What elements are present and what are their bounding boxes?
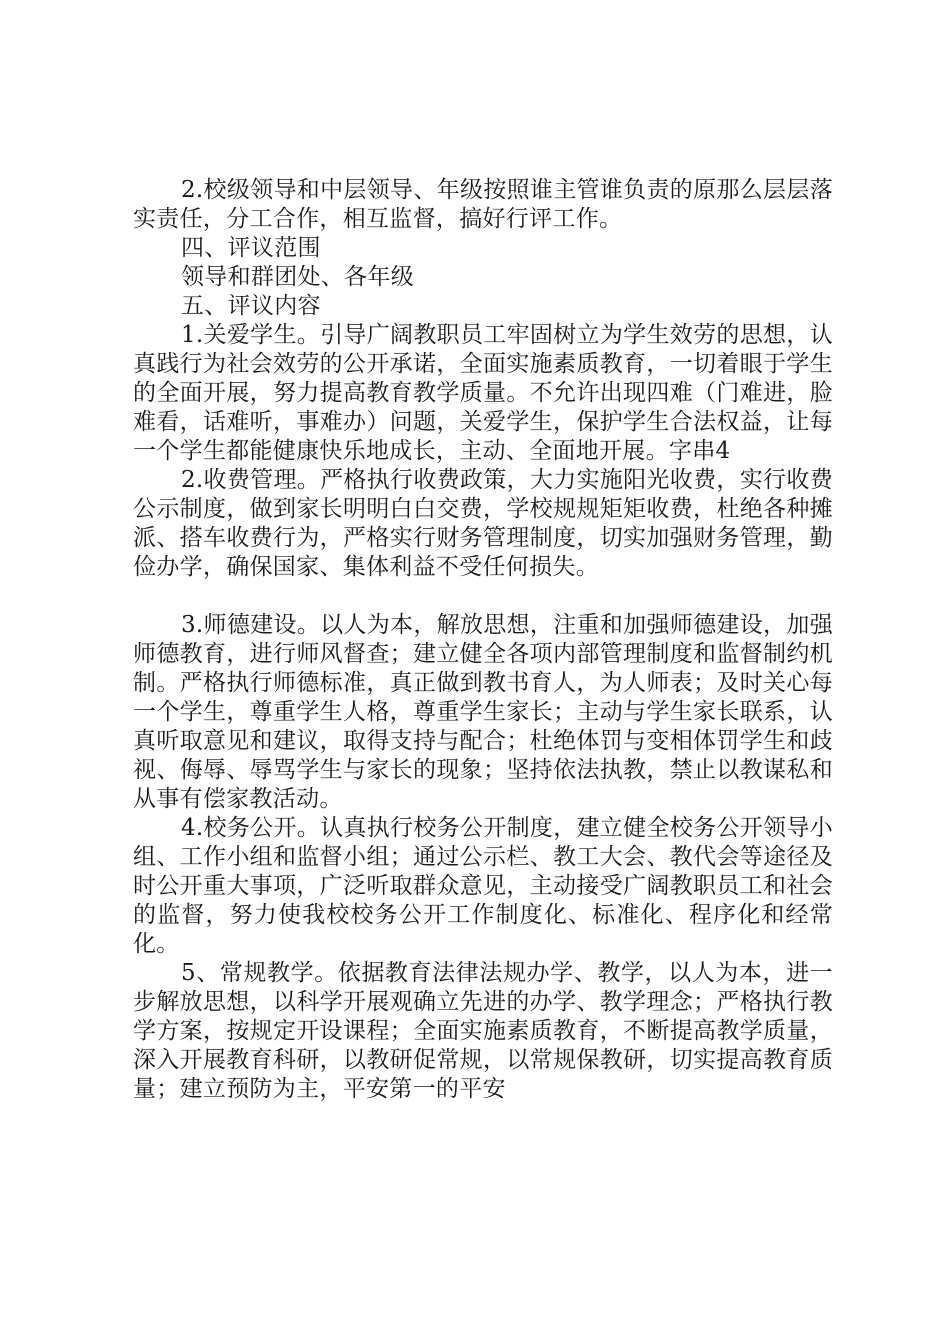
paragraph-school-affairs: 4.校务公开。认真执行校务公开制度，建立健全校务公开领导小组、工作小组和监督小组；通过公示栏、教工大会、教代会等途径及时公开重大事项，广泛听取群众意见，主动接受广阔教职员工和社会的监督，努力使我校校务公开工作制度化、标准化、程序化和经常化。: [133, 815, 833, 957]
document-body: [133, 176, 833, 1104]
heading-evaluation-content: 五、评议内容: [181, 293, 321, 319]
paragraph-scope: 领导和群团处、各年级: [181, 264, 414, 290]
paragraph-care-students: 1.关爱学生。引导广阔教职员工牢固树立为学生效劳的思想，认真践行为社会效劳的公开承诺，全面实施素质教育，一切着眼于学生的全面开展，努力提高教育教学质量。不允许出现四难（门难进，脸难看，话难听，事难办）问题，关爱学生，保护学生合法权益，让每一个学生都能健康快乐地成长，主动、全面地开展。字串4: [133, 322, 833, 464]
paragraph-fee-management: 2.收费管理。严格执行收费政策，大力实施阳光收费，实行收费公示制度，做到家长明明白白交费，学校规规矩矩收费，杜绝各种摊派、搭车收费行为，严格实行财务管理制度，切实加强财务管理，勤俭办学，确保国家、集体利益不受任何损失。: [133, 467, 833, 580]
heading-evaluation-scope: 四、评议范围: [181, 235, 321, 261]
paragraph-responsibility: 2.校级领导和中层领导、年级按照谁主管谁负责的原那么层层落实责任，分工合作，相互监督，搞好行评工作。: [133, 177, 833, 232]
paragraph-teacher-ethics: 3.师德建设。以人为本，解放思想，注重和加强师德建设，加强师德教育，进行师风督查；建立健全各项内部管理制度和监督制约机制。严格执行师德标准，真正做到教书育人，为人师表；及时关心每一个学生，尊重学生人格，尊重学生家长；主动与学生家长联系，认真听取意见和建议，取得支持与配合；杜绝体罚与变相体罚学生和歧视、侮辱、辱骂学生与家长的现象；坚持依法执教，禁止以教谋私和从事有偿家教活动。: [133, 612, 833, 812]
paragraph-routine-teaching: 5、常规教学。依据教育法律法规办学、教学，以人为本，进一步解放思想，以科学开展观确立先进的办学、教学理念；严格执行教学方案，按规定开设课程；全面实施素质教育，不断提高教学质量，深入开展教育科研，以教研促常规，以常规保教研，切实提高教育质量；建立预防为主，平安第一的平安: [133, 960, 833, 1102]
